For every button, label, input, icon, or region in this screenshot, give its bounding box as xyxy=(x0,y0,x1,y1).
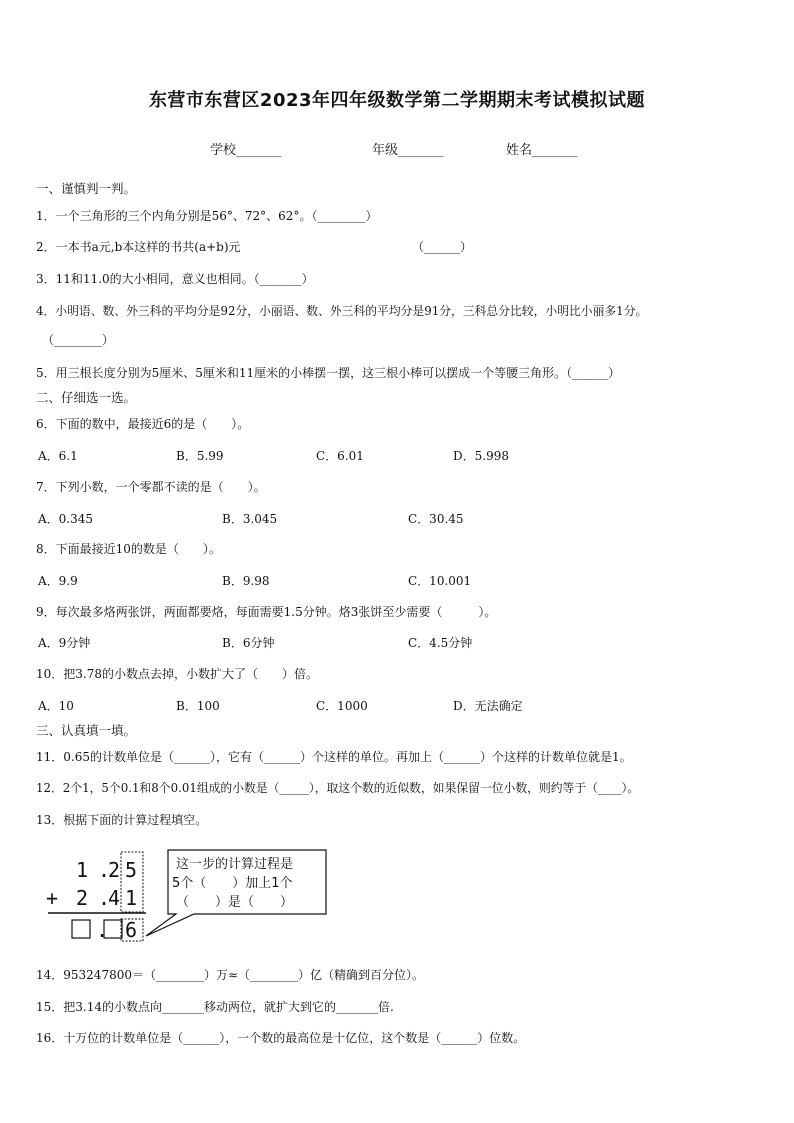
school-field[interactable]: 学校_______ xyxy=(210,143,282,158)
q9-option-b[interactable]: B．6分钟 xyxy=(222,636,275,650)
q10-option-b[interactable]: B．100 xyxy=(176,699,220,713)
question-9: 9．每次最多烙两张饼，两面都要烙，每面需要1.5分钟。烙3张饼至少需要（ ）。 xyxy=(36,605,497,619)
addend-2-point: . xyxy=(98,886,111,910)
question-12: 12．2个1，5个0.1和8个0.01组成的小数是（_____），取这个数的近似数，如果保留一位小数，则约等于（____）。 xyxy=(36,781,640,795)
question-3: 3．11和11.0的大小相同，意义也相同。（_______） xyxy=(36,272,314,286)
q6-option-a[interactable]: A．6.1 xyxy=(38,449,78,463)
addend-2-digit-1: 2 xyxy=(76,886,89,910)
question-2: 2．一本书a元,b本这样的书共(a+b)元 xyxy=(36,240,241,254)
name-field[interactable]: 姓名_______ xyxy=(506,143,578,158)
sum-point: . xyxy=(96,918,109,942)
q10-option-c[interactable]: C．1000 xyxy=(316,699,368,713)
addend-2-digit-3: 1 xyxy=(125,886,138,910)
q9-option-c[interactable]: C．4.5分钟 xyxy=(408,636,473,650)
bubble-line-3: （ ）是（ ） xyxy=(176,895,294,910)
bubble-line-1: 这一步的计算过程是 xyxy=(176,857,294,872)
q6-option-b[interactable]: B．5.99 xyxy=(176,449,224,463)
q7-option-b[interactable]: B．3.045 xyxy=(222,512,278,526)
answer-box-1[interactable] xyxy=(72,920,90,938)
question-8: 8．下面最接近10的数是（ ）。 xyxy=(36,542,221,556)
question-4-blank: （________） xyxy=(42,333,115,347)
question-5: 5．用三根长度分别为5厘米、5厘米和11厘米的小棒摆一摆，这三根小棒可以摆成一个等腰三角形。（______） xyxy=(36,366,621,380)
addend-1-point: . xyxy=(98,858,111,882)
addend-1-digit-2: 2 xyxy=(108,858,121,882)
question-2-blank: （______） xyxy=(412,240,473,254)
page-title: 东营市东营区2023年四年级数学第二学期期末考试模拟试题 xyxy=(148,90,646,111)
section-3-heading: 三、认真填一填。 xyxy=(36,723,137,738)
section-1-heading: 一、谨慎判一判。 xyxy=(36,181,137,196)
q6-option-d[interactable]: D．5.998 xyxy=(453,449,509,463)
question-7: 7．下列小数，一个零都不读的是（ ）。 xyxy=(36,480,266,494)
q9-option-a[interactable]: A．9分钟 xyxy=(38,636,91,650)
grade-field[interactable]: 年级_______ xyxy=(372,143,444,158)
addend-1-digit-3: 5 xyxy=(125,858,138,882)
addend-1-digit-1: 1 xyxy=(76,858,89,882)
q10-option-a[interactable]: A．10 xyxy=(38,699,74,713)
question-11: 11．0.65的计数单位是（______），它有（______）个这样的单位。再加上（______）个这样的计数单位就是1。 xyxy=(36,750,632,764)
q6-option-c[interactable]: C．6.01 xyxy=(316,449,364,463)
question-15: 15．把3.14的小数点向_______移动两位，就扩大到它的_______倍. xyxy=(36,1000,394,1014)
section-2-heading: 二、仔细选一选。 xyxy=(36,390,137,405)
q8-option-c[interactable]: C．10.001 xyxy=(408,574,472,588)
q10-option-d[interactable]: D．无法确定 xyxy=(453,699,523,713)
bubble-line-2: 5个（ ）加上1个 xyxy=(172,876,293,891)
question-1: 1．一个三角形的三个内角分别是56°、72°、62°。（________） xyxy=(36,209,378,223)
question-13: 13．根据下面的计算过程填空。 xyxy=(36,813,208,827)
plus-sign: + xyxy=(46,886,59,910)
question-10: 10．把3.78的小数点去掉，小数扩大了（ ）倍。 xyxy=(36,667,318,681)
vertical-addition-figure xyxy=(42,846,342,946)
q8-option-b[interactable]: B．9.98 xyxy=(222,574,270,588)
question-14: 14．953247800＝（________）万≈（________）亿（精确到百分位）。 xyxy=(36,968,425,982)
q7-option-a[interactable]: A．0.345 xyxy=(38,512,94,526)
question-4: 4．小明语、数、外三科的平均分是92分，小丽语、数、外三科的平均分是91分，三科总分比较，小明比小丽多1分。 xyxy=(36,304,648,318)
question-16: 16．十万位的计数单位是（______），一个数的最高位是十亿位，这个数是（______）位数。 xyxy=(36,1031,526,1045)
sum-digit-3: 6 xyxy=(125,918,138,942)
q8-option-a[interactable]: A．9.9 xyxy=(38,574,78,588)
addend-2-digit-2: 4 xyxy=(108,886,121,910)
question-6: 6．下面的数中，最接近6的是（ ）。 xyxy=(36,417,250,431)
vertical-addition-diagram xyxy=(42,846,342,946)
q7-option-c[interactable]: C．30.45 xyxy=(408,512,464,526)
